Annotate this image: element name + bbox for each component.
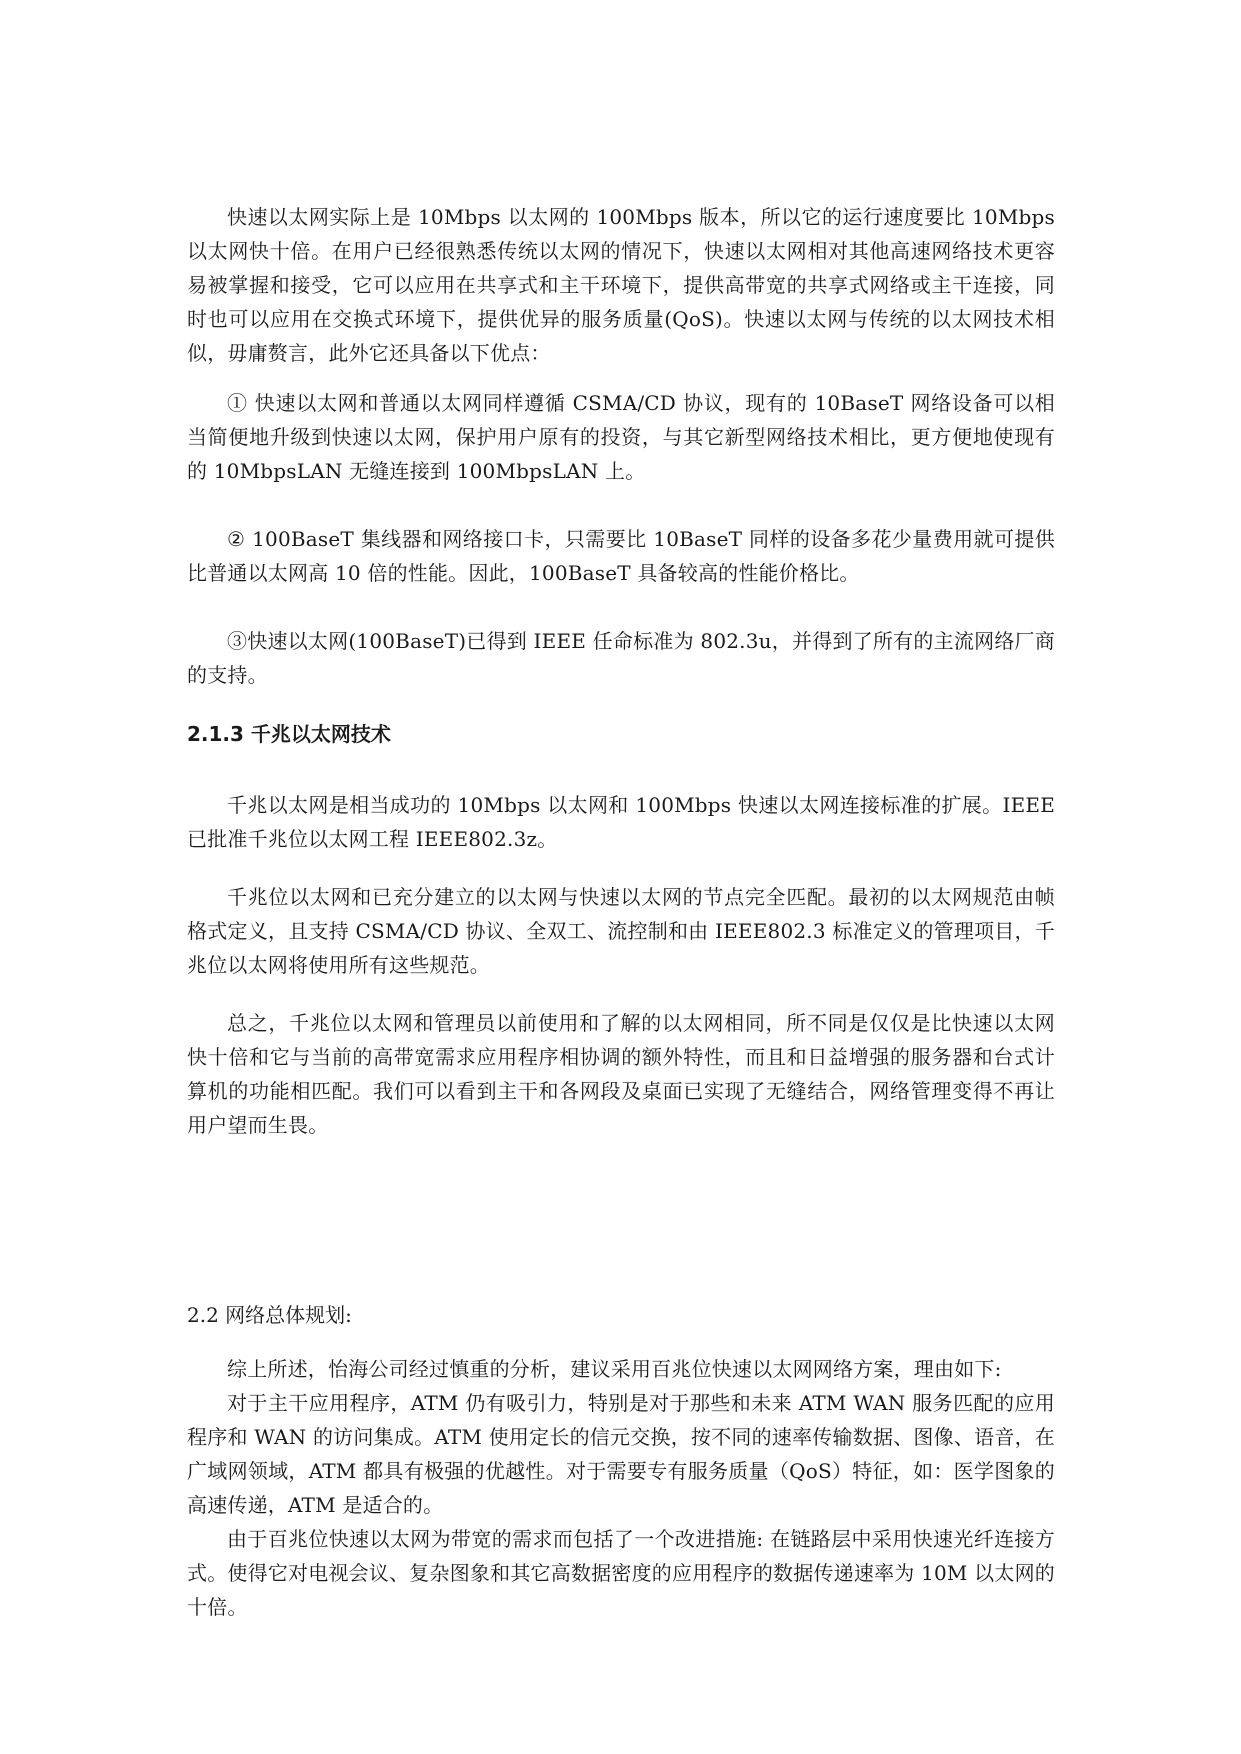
paragraph-atm-backbone: 对于主干应用程序，ATM 仍有吸引力，特别是对于那些和未来 ATM WAN 服务匹配的应用程序和 WAN 的访问集成。ATM 使用定长的信元交换，按不同的速率传输数据、图像、语音，在广域网领域，ATM 都具有极强的优越性。对于需要专有服务质量（QoS）特征，如：医学图象的高速传递，ATM 是适合的。 bbox=[187, 1391, 1055, 1517]
paragraph-advantage-1: ① 快速以太网和普通以太网同样遵循 CSMA/CD 协议，现有的 10BaseT 网络设备可以相当简便地升级到快速以太网，保护用户原有的投资，与其它新型网络技术相比，更方便地使现有的 10MbpsLAN 无缝连接到 100MbpsLAN 上。 bbox=[187, 391, 1055, 483]
section-heading-network-planning: 2.2 网络总体规划: bbox=[187, 1303, 352, 1327]
paragraph-gigabit-summary: 总之，千兆位以太网和管理员以前使用和了解的以太网相同，所不同是仅仅是比快速以太网快十倍和它与当前的高带宽需求应用程序相协调的额外特性，而且和日益增强的服务器和台式计算机的功能相匹配。我们可以看到主干和各网段及桌面已实现了无缝结合，网络管理变得不再让用户望而生畏。 bbox=[187, 1011, 1055, 1137]
paragraph-gigabit-intro: 千兆以太网是相当成功的 10Mbps 以太网和 100Mbps 快速以太网连接标准的扩展。IEEE 已批准千兆位以太网工程 IEEE802.3z。 bbox=[187, 793, 1055, 851]
paragraph-advantage-2: ② 100BaseT 集线器和网络接口卡，只需要比 10BaseT 同样的设备多花少量费用就可提供比普通以太网高 10 倍的性能。因此，100BaseT 具备较高的性能价格比。 bbox=[187, 527, 1055, 585]
paragraph-advantage-3: ③快速以太网(100BaseT)已得到 IEEE 任命标准为 802.3u，并得到了所有的主流网络厂商的支持。 bbox=[187, 629, 1055, 687]
paragraph-gigabit-compat: 千兆位以太网和已充分建立的以太网与快速以太网的节点完全匹配。最初的以太网规范由帧格式定义，且支持 CSMA/CD 协议、全双工、流控制和由 IEEE802.3 标准定义的管理项目，千兆位以太网将使用所有这些规范。 bbox=[187, 885, 1055, 977]
section-heading-gigabit: 2.1.3 千兆以太网技术 bbox=[187, 722, 391, 746]
paragraph-fast-ethernet-intro: 快速以太网实际上是 10Mbps 以太网的 100Mbps 版本，所以它的运行速度要比 10Mbps 以太网快十倍。在用户已经很熟悉传统以太网的情况下，快速以太网相对其他高速网络技术更容易被掌握和接受，它可以应用在共享式和主干环境下，提供高带宽的共享式网络或主干连接，同时也可以应用在交换式环境下，提供优异的服务质量(QoS)。快速以太网与传统的以太网技术相似，毋庸赘言，此外它还具备以下优点： bbox=[187, 205, 1055, 365]
paragraph-planning-conclusion: 综上所述，怡海公司经过慎重的分析，建议采用百兆位快速以太网网络方案，理由如下: bbox=[227, 1357, 1002, 1381]
paragraph-fast-ethernet-fiber: 由于百兆位快速以太网为带宽的需求而包括了一个改进措施: 在链路层中采用快速光纤连接方式。使得它对电视会议、复杂图象和其它高数据密度的应用程序的数据传递速率为 10M 以太网的十倍。 bbox=[187, 1527, 1055, 1619]
